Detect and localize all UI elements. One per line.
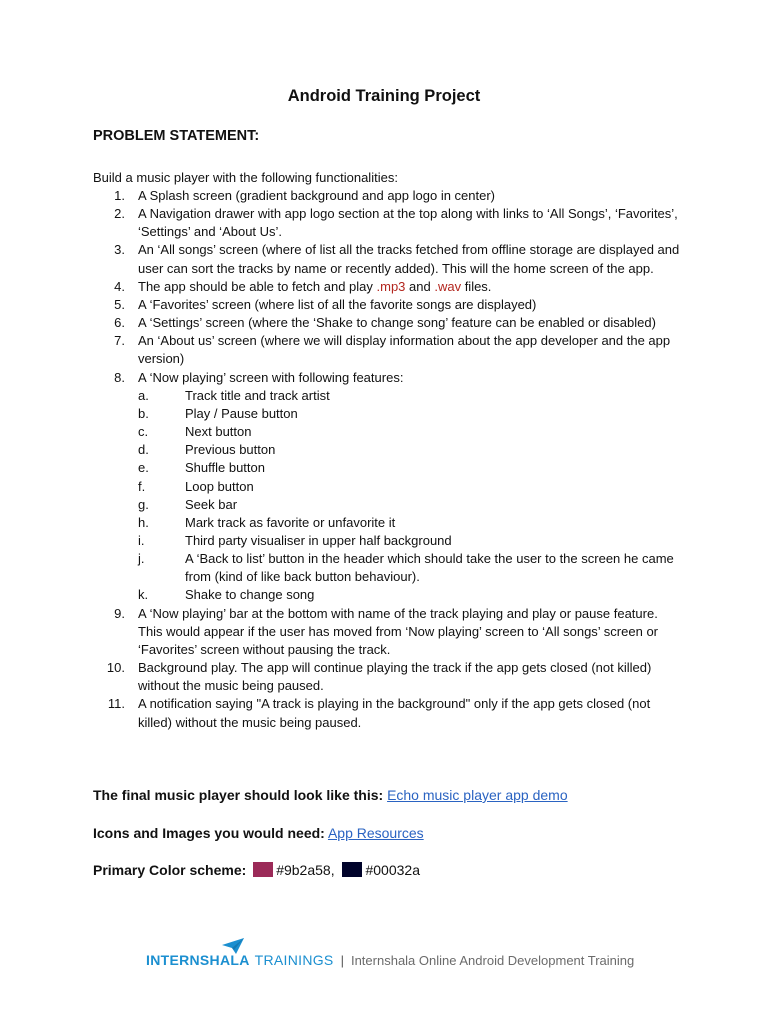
list-item: 10. Background play. The app will continue playing the track if the app gets closed (not killed) without the music being paused.: [106, 660, 652, 694]
color-value-dark: #00032a: [365, 862, 420, 878]
sub-list-item: j. A ‘Back to list’ button in the header which should take the user to the screen he came from (kind of like back button behaviour).: [138, 551, 674, 585]
page-title: Android Training Project: [287, 87, 481, 105]
color-swatch-primary: [253, 862, 273, 877]
intro-text: Build a music player with the following functionalities:: [93, 170, 398, 185]
list-item: 6. A ‘Settings’ screen (where the ‘Shake to change song’ feature can be enabled or disabled): [114, 315, 656, 331]
color-value-primary: #9b2a58,: [276, 862, 335, 878]
list-item: 3. An ‘All songs’ screen (where of list all the tracks fetched from offline storage are displayed and user can sort the tracks by name or recently added). This will the home screen of the app.: [114, 242, 680, 276]
color-scheme-label: Primary Color scheme:: [93, 862, 247, 878]
footer: [146, 952, 634, 968]
sub-list-item: i. Third party visualiser in upper half background: [138, 532, 452, 548]
sub-list-item: f. Loop button: [138, 478, 254, 494]
sub-list-item: k. Shake to change song: [138, 587, 315, 603]
list-item: 5. A ‘Favorites’ screen (where list of all the favorite songs are displayed): [114, 296, 537, 312]
final-player-line: [93, 787, 568, 803]
footer-brand: INTERNSHALA: [146, 952, 250, 968]
sub-list-item: e. Shuffle button: [138, 460, 265, 476]
sub-list-item: a. Track title and track artist: [138, 387, 330, 403]
list-item: 1. A Splash screen (gradient background and app logo in center): [114, 188, 496, 203]
final-player-label: The final music player should look like this:: [93, 787, 384, 803]
feature-list: [93, 187, 683, 732]
sub-list-item: g. Seek bar: [138, 496, 238, 512]
color-swatch-dark: [342, 862, 362, 877]
sub-list-item: c. Next button: [138, 424, 252, 440]
list-item: 7. An ‘About us’ screen (where we will display information about the app developer and the app version): [114, 333, 671, 367]
footer-tagline: Internshala Online Android Development Training: [350, 952, 635, 968]
mp3-text: .mp3: [376, 278, 406, 294]
wav-text: .wav: [434, 278, 462, 294]
sub-list-item: b. Play / Pause button: [138, 405, 298, 421]
footer-brand-suffix: TRAININGS: [254, 952, 334, 968]
list-item: 8. A ‘Now playing’ screen with following features:: [114, 369, 404, 385]
list-item: 2. A Navigation drawer with app logo section at the top along with links to ‘All Songs’, ‘Favorites’, ‘Settings’ and ‘About Us’.: [114, 206, 678, 240]
echo-demo-link[interactable]: Echo music player app demo: [387, 787, 568, 803]
list-item: 9. A ‘Now playing’ bar at the bottom with name of the track playing and play or pause feature. This would appear if the user has moved from ‘Now playing’ screen to ‘All songs’ screen or ‘Favorites’ screen without pausing the track.: [114, 605, 658, 657]
icons-line: [93, 825, 424, 841]
section-heading: PROBLEM STATEMENT:: [93, 128, 260, 144]
sub-list-item: h. Mark track as favorite or unfavorite it: [138, 514, 396, 530]
app-resources-link[interactable]: App Resources: [327, 825, 424, 841]
sub-list-item: d. Previous button: [138, 442, 276, 458]
list-item: 11. A notification saying "A track is playing in the background" only if the app gets closed (not killed) without the music being paused.: [107, 696, 651, 730]
footer-separator: |: [340, 952, 344, 968]
list-item: 4. The app should be able to fetch and play .mp3 and .wav files.: [114, 278, 492, 294]
color-scheme-line: [93, 862, 420, 878]
icons-label: Icons and Images you would need:: [93, 825, 325, 841]
